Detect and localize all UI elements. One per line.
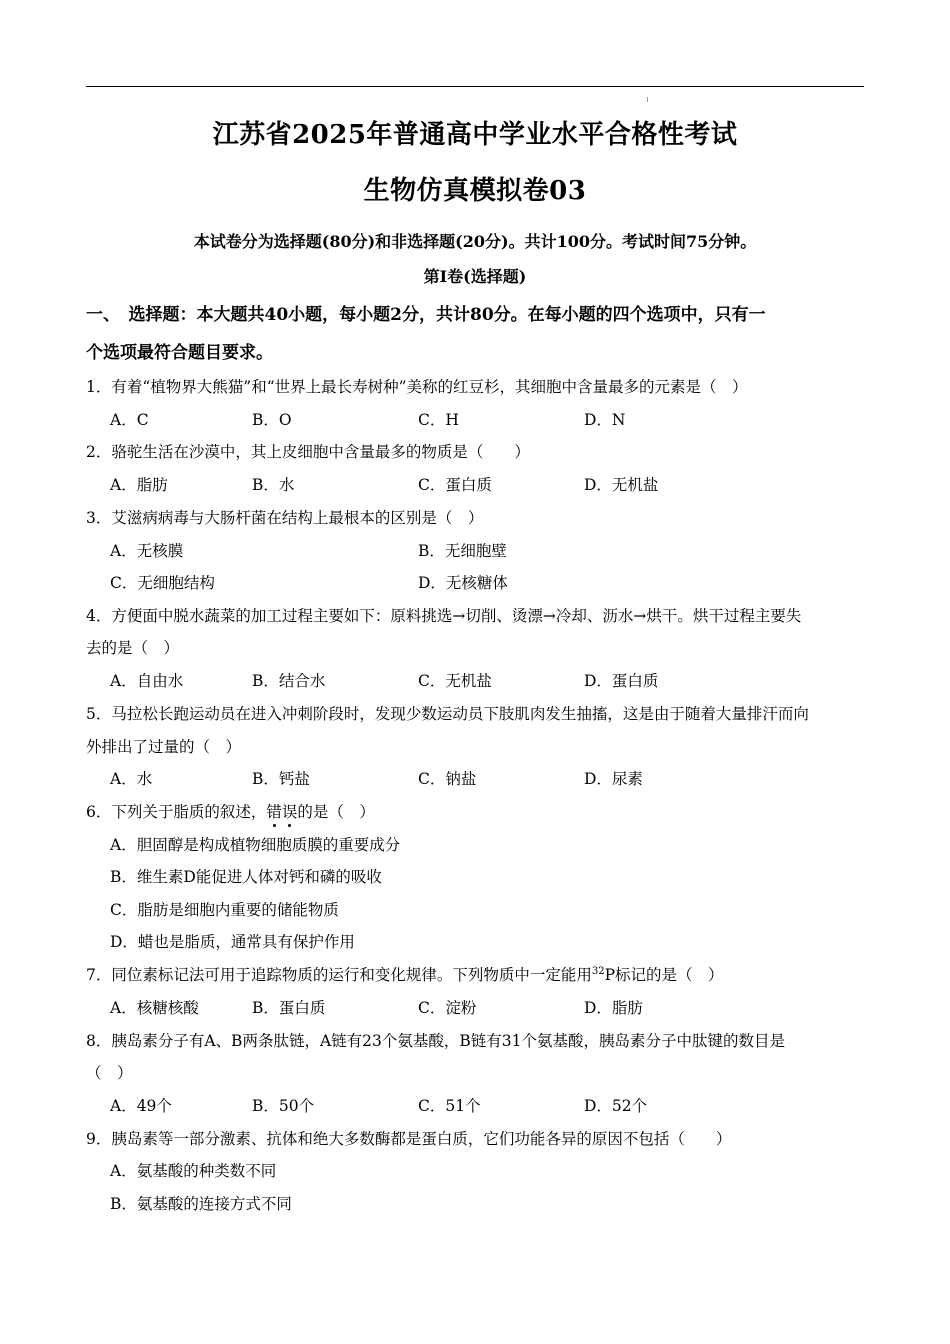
question-7-stem-pre: 7．同位素标记法可用于追踪物质的运行和变化规律。下列物质中一定能用 xyxy=(86,966,592,984)
question-3-option-c: C．无细胞结构 xyxy=(110,574,215,592)
emphasis-char-1: 错 xyxy=(266,800,282,822)
exam-note: 本试卷分为选择题(80分)和非选择题(20分)。共计100分。考试时间75分钟。 xyxy=(193,232,757,251)
question-1-option-c: C．H xyxy=(418,411,459,429)
question-6-option-c: C．脂肪是细胞内重要的储能物质 xyxy=(110,901,339,919)
question-9-option-b: B．氨基酸的连接方式不同 xyxy=(110,1195,292,1213)
header-rule xyxy=(86,86,864,87)
question-2-option-a: A．脂肪 xyxy=(110,476,168,494)
exam-subtitle: 生物仿真模拟卷03 xyxy=(363,176,587,206)
question-1-option-b: B．O xyxy=(252,411,292,429)
question-3-option-b: B．无细胞壁 xyxy=(418,542,507,560)
emphasis-char-2: 误 xyxy=(282,800,298,822)
question-9-stem: 9．胰岛素等一部分激素、抗体和绝大多数酶都是蛋白质，它们功能各异的原因不包括（ ） xyxy=(86,1130,732,1148)
question-7-stem xyxy=(86,963,724,985)
question-8-stem-cont: （ ） xyxy=(86,1064,133,1082)
question-1-stem: 1．有着“植物界大熊猫”和“世界上最长寿树种”美称的红豆杉，其细胞中含量最多的元素是（ ） xyxy=(86,378,748,396)
question-6-stem-post: 的是（ ） xyxy=(297,803,375,821)
question-7-option-b: B．蛋白质 xyxy=(252,999,326,1017)
exam-title: 江苏省2025年普通高中学业水平合格性考试 xyxy=(212,120,738,150)
question-4-option-d: D．蛋白质 xyxy=(584,672,659,690)
question-4-option-b: B．结合水 xyxy=(252,672,326,690)
question-4-stem: 4．方便面中脱水蔬菜的加工过程主要如下：原料挑选→切削、烫漂→冷却、沥水→烘干。烘干过程主要失 xyxy=(86,607,802,625)
question-7-option-a: A．核糖核酸 xyxy=(110,999,199,1017)
question-6-stem-pre: 6．下列关于脂质的叙述， xyxy=(86,803,267,821)
question-5-option-d: D．尿素 xyxy=(584,770,643,788)
question-7-option-d: D．脂肪 xyxy=(584,999,643,1017)
question-3-option-d: D．无核糖体 xyxy=(418,574,508,592)
question-4-option-a: A．自由水 xyxy=(110,672,184,690)
decorative-tick xyxy=(647,97,648,102)
question-4-stem-cont: 去的是（ ） xyxy=(86,639,180,657)
question-6-emphasis xyxy=(266,803,297,821)
question-6-option-b: B．维生素D能促进人体对钙和磷的吸收 xyxy=(110,868,382,886)
question-6-option-d: D．蜡也是脂质，通常具有保护作用 xyxy=(110,933,355,951)
question-4-option-c: C．无机盐 xyxy=(418,672,492,690)
question-5-option-a: A．水 xyxy=(110,770,153,788)
question-2-option-d: D．无机盐 xyxy=(584,476,659,494)
question-5-stem-cont: 外排出了过量的（ ） xyxy=(86,738,242,756)
question-8-option-a: A．49个 xyxy=(110,1097,172,1115)
question-8-stem: 8．胰岛素分子有A、B两条肽链，A链有23个氨基酸，B链有31个氨基酸，胰岛素分子中肽键的数目是 xyxy=(86,1032,785,1050)
section-heading: 一、 选择题：本大题共40小题，每小题2分，共计80分。在每小题的四个选项中，只有一 xyxy=(86,305,766,325)
question-3-option-a: A．无核膜 xyxy=(110,542,184,560)
question-5-option-c: C．钠盐 xyxy=(418,770,477,788)
question-6-option-a: A．胆固醇是构成植物细胞质膜的重要成分 xyxy=(110,836,401,854)
question-2-option-c: C．蛋白质 xyxy=(418,476,492,494)
question-2-stem: 2．骆驼生活在沙漠中，其上皮细胞中含量最多的物质是（ ） xyxy=(86,443,530,461)
question-5-stem: 5．马拉松长跑运动员在进入冲刺阶段时，发现少数运动员下肢肌肉发生抽搐，这是由于随着大量排汗而向 xyxy=(86,705,809,723)
question-8-option-b: B．50个 xyxy=(252,1097,315,1115)
question-1-option-a: A．C xyxy=(110,411,149,429)
isotope-mass-number: 32 xyxy=(591,965,605,977)
question-2-option-b: B．水 xyxy=(252,476,295,494)
section-heading-cont: 个选项最符合题目要求。 xyxy=(86,343,273,363)
question-1-option-d: D．N xyxy=(584,411,626,429)
question-6-stem xyxy=(86,800,375,822)
question-7-stem-post: P标记的是（ ） xyxy=(604,966,724,984)
question-7-option-c: C．淀粉 xyxy=(418,999,477,1017)
question-9-option-a: A．氨基酸的种类数不同 xyxy=(110,1162,277,1180)
part-title: 第Ⅰ卷(选择题) xyxy=(423,267,527,286)
question-5-option-b: B．钙盐 xyxy=(252,770,310,788)
question-8-option-d: D．52个 xyxy=(584,1097,648,1115)
question-3-stem: 3．艾滋病病毒与大肠杆菌在结构上最根本的区别是（ ） xyxy=(86,509,484,527)
question-8-option-c: C．51个 xyxy=(418,1097,481,1115)
